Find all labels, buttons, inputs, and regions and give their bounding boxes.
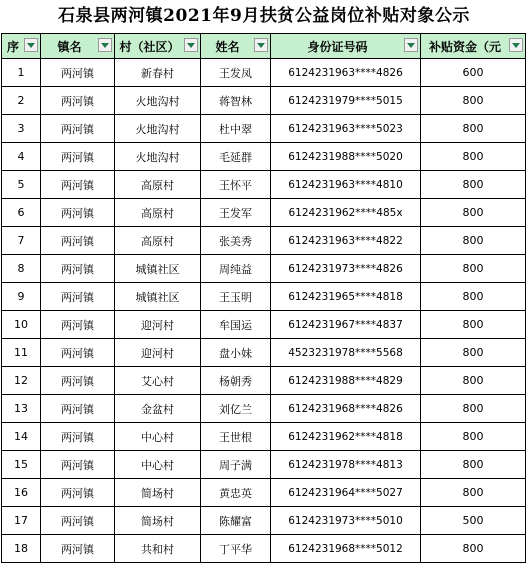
cell-name[interactable]: 黄忠英 — [201, 479, 271, 507]
cell-index[interactable]: 7 — [2, 227, 41, 255]
filter-dropdown-icon[interactable] — [184, 38, 198, 52]
cell-subsidy[interactable]: 800 — [421, 171, 526, 199]
cell-subsidy[interactable]: 800 — [421, 535, 526, 563]
cell-village[interactable]: 高原村 — [115, 171, 201, 199]
column-header-village: 村（社区） — [115, 34, 201, 59]
cell-village[interactable]: 火地沟村 — [115, 143, 201, 171]
filter-dropdown-icon[interactable] — [24, 38, 38, 52]
cell-town[interactable]: 两河镇 — [41, 535, 115, 563]
cell-village[interactable]: 简场村 — [115, 479, 201, 507]
cell-subsidy[interactable]: 800 — [421, 199, 526, 227]
cell-id-number[interactable]: 6124231965****4818 — [271, 283, 421, 311]
cell-town[interactable]: 两河镇 — [41, 171, 115, 199]
table-row — [2, 451, 526, 479]
cell-name[interactable]: 盘小妹 — [201, 339, 271, 367]
cell-village[interactable]: 火地沟村 — [115, 115, 201, 143]
cell-id-number[interactable]: 6124231988****5020 — [271, 143, 421, 171]
cell-town[interactable]: 两河镇 — [41, 479, 115, 507]
cell-index[interactable]: 5 — [2, 171, 41, 199]
cell-index[interactable]: 8 — [2, 255, 41, 283]
cell-village[interactable]: 火地沟村 — [115, 87, 201, 115]
cell-town[interactable]: 两河镇 — [41, 115, 115, 143]
cell-index[interactable]: 17 — [2, 507, 41, 535]
cell-village[interactable]: 艾心村 — [115, 367, 201, 395]
table-row — [2, 227, 526, 255]
cell-index[interactable]: 16 — [2, 479, 41, 507]
cell-index[interactable]: 14 — [2, 423, 41, 451]
cell-index[interactable]: 10 — [2, 311, 41, 339]
cell-name[interactable]: 王发凤 — [201, 59, 271, 87]
table-row — [2, 423, 526, 451]
cell-subsidy[interactable]: 800 — [421, 367, 526, 395]
cell-name[interactable]: 刘亿兰 — [201, 395, 271, 423]
cell-subsidy[interactable]: 500 — [421, 507, 526, 535]
table-row — [2, 199, 526, 227]
cell-subsidy[interactable]: 800 — [421, 395, 526, 423]
table-row — [2, 367, 526, 395]
cell-town[interactable]: 两河镇 — [41, 451, 115, 479]
cell-id-number[interactable]: 6124231962****4818 — [271, 423, 421, 451]
cell-village[interactable]: 城镇社区 — [115, 255, 201, 283]
cell-index[interactable]: 15 — [2, 451, 41, 479]
column-header-name: 姓名 — [201, 34, 271, 59]
cell-town[interactable]: 两河镇 — [41, 255, 115, 283]
cell-town[interactable]: 两河镇 — [41, 395, 115, 423]
cell-town[interactable]: 两河镇 — [41, 507, 115, 535]
cell-subsidy[interactable]: 800 — [421, 339, 526, 367]
table-row — [2, 143, 526, 171]
cell-name[interactable]: 王玉明 — [201, 283, 271, 311]
cell-subsidy[interactable]: 800 — [421, 227, 526, 255]
filter-dropdown-icon[interactable] — [404, 38, 418, 52]
filter-dropdown-icon[interactable] — [98, 38, 112, 52]
cell-id-number[interactable]: 6124231973****5010 — [271, 507, 421, 535]
cell-village[interactable]: 迎河村 — [115, 311, 201, 339]
cell-village[interactable]: 新春村 — [115, 59, 201, 87]
cell-subsidy[interactable]: 600 — [421, 59, 526, 87]
cell-name[interactable]: 王怀平 — [201, 171, 271, 199]
data-table — [1, 33, 526, 563]
cell-name[interactable]: 王发军 — [201, 199, 271, 227]
cell-index[interactable]: 1 — [2, 59, 41, 87]
cell-id-number[interactable]: 6124231988****4829 — [271, 367, 421, 395]
table-row — [2, 339, 526, 367]
page-title: 石泉县两河镇2021年9月扶贫公益岗位补贴对象公示 — [58, 6, 470, 26]
table-row — [2, 535, 526, 563]
cell-index[interactable]: 4 — [2, 143, 41, 171]
cell-subsidy[interactable]: 800 — [421, 451, 526, 479]
cell-name[interactable]: 牟国运 — [201, 311, 271, 339]
cell-name[interactable]: 王世根 — [201, 423, 271, 451]
cell-village[interactable]: 中心村 — [115, 451, 201, 479]
cell-subsidy[interactable]: 800 — [421, 87, 526, 115]
cell-village[interactable]: 迎河村 — [115, 339, 201, 367]
cell-index[interactable]: 2 — [2, 87, 41, 115]
cell-subsidy[interactable]: 800 — [421, 115, 526, 143]
cell-name[interactable]: 周子满 — [201, 451, 271, 479]
cell-town[interactable]: 两河镇 — [41, 283, 115, 311]
filter-dropdown-icon[interactable] — [509, 38, 523, 52]
column-header-id-number: 身份证号码 — [271, 34, 421, 59]
cell-subsidy[interactable]: 800 — [421, 479, 526, 507]
cell-town[interactable]: 两河镇 — [41, 227, 115, 255]
table-row — [2, 171, 526, 199]
cell-id-number[interactable]: 6124231967****4837 — [271, 311, 421, 339]
cell-id-number[interactable]: 6124231963****4810 — [271, 171, 421, 199]
cell-id-number[interactable]: 4523231978****5568 — [271, 339, 421, 367]
table-row — [2, 311, 526, 339]
cell-town[interactable]: 两河镇 — [41, 87, 115, 115]
cell-id-number[interactable]: 6124231979****5015 — [271, 87, 421, 115]
cell-index[interactable]: 6 — [2, 199, 41, 227]
cell-index[interactable]: 3 — [2, 115, 41, 143]
cell-town[interactable]: 两河镇 — [41, 199, 115, 227]
cell-name[interactable]: 陈耀富 — [201, 507, 271, 535]
cell-village[interactable]: 金盆村 — [115, 395, 201, 423]
cell-id-number[interactable]: 6124231963****4826 — [271, 59, 421, 87]
cell-name[interactable]: 丁平华 — [201, 535, 271, 563]
cell-id-number[interactable]: 6124231962****485x — [271, 199, 421, 227]
cell-subsidy[interactable]: 800 — [421, 255, 526, 283]
cell-village[interactable]: 城镇社区 — [115, 283, 201, 311]
cell-name[interactable]: 蒋智林 — [201, 87, 271, 115]
cell-index[interactable]: 12 — [2, 367, 41, 395]
cell-subsidy[interactable]: 800 — [421, 283, 526, 311]
cell-town[interactable]: 两河镇 — [41, 143, 115, 171]
table-row — [2, 255, 526, 283]
cell-village[interactable]: 简场村 — [115, 507, 201, 535]
table-row — [2, 479, 526, 507]
cell-index[interactable]: 11 — [2, 339, 41, 367]
cell-town[interactable]: 两河镇 — [41, 59, 115, 87]
cell-name[interactable]: 杜中翠 — [201, 115, 271, 143]
header-row — [2, 34, 526, 59]
table-row — [2, 507, 526, 535]
cell-name[interactable]: 毛延群 — [201, 143, 271, 171]
column-header-index: 序 — [2, 34, 41, 59]
cell-town[interactable]: 两河镇 — [41, 367, 115, 395]
cell-index[interactable]: 9 — [2, 283, 41, 311]
cell-subsidy[interactable]: 800 — [421, 311, 526, 339]
cell-name[interactable]: 杨朝秀 — [201, 367, 271, 395]
table-row — [2, 87, 526, 115]
table-row — [2, 59, 526, 87]
cell-town[interactable]: 两河镇 — [41, 339, 115, 367]
column-header-town: 镇名 — [41, 34, 115, 59]
cell-index[interactable]: 13 — [2, 395, 41, 423]
cell-village[interactable]: 共和村 — [115, 535, 201, 563]
cell-village[interactable]: 高原村 — [115, 227, 201, 255]
cell-name[interactable]: 张美秀 — [201, 227, 271, 255]
filter-dropdown-icon[interactable] — [254, 38, 268, 52]
cell-name[interactable]: 周纯益 — [201, 255, 271, 283]
cell-subsidy[interactable]: 800 — [421, 423, 526, 451]
cell-subsidy[interactable]: 800 — [421, 143, 526, 171]
cell-village[interactable]: 高原村 — [115, 199, 201, 227]
cell-town[interactable]: 两河镇 — [41, 423, 115, 451]
cell-id-number[interactable]: 6124231968****4826 — [271, 395, 421, 423]
cell-id-number[interactable]: 6124231963****5023 — [271, 115, 421, 143]
cell-id-number[interactable]: 6124231968****5012 — [271, 535, 421, 563]
cell-index[interactable]: 18 — [2, 535, 41, 563]
cell-id-number[interactable]: 6124231964****5027 — [271, 479, 421, 507]
table-row — [2, 115, 526, 143]
cell-id-number[interactable]: 6124231963****4822 — [271, 227, 421, 255]
cell-village[interactable]: 中心村 — [115, 423, 201, 451]
table-row — [2, 395, 526, 423]
cell-id-number[interactable]: 6124231973****4826 — [271, 255, 421, 283]
column-header-subsidy: 补贴资金（元 — [421, 34, 526, 59]
cell-id-number[interactable]: 6124231978****4813 — [271, 451, 421, 479]
cell-town[interactable]: 两河镇 — [41, 311, 115, 339]
table-row — [2, 283, 526, 311]
